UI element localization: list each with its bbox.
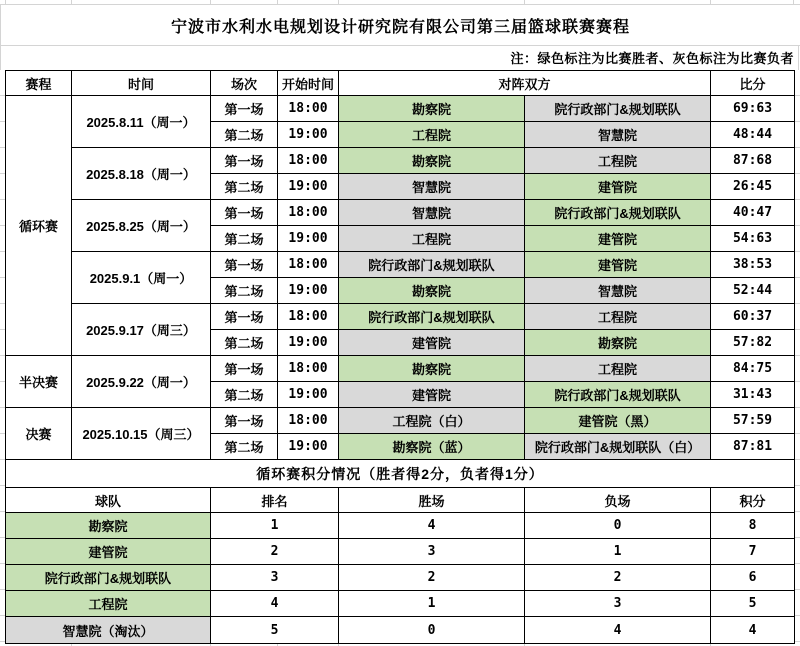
- page-title: 宁波市水利水电规划设计研究院有限公司第三届篮球联赛赛程: [0, 4, 800, 46]
- session-cell: 第一场: [211, 252, 278, 278]
- session-cell: 第二场: [211, 382, 278, 408]
- team2-cell: 智慧院: [525, 122, 711, 148]
- header-stage: 赛程: [6, 71, 72, 96]
- team2-cell: 智慧院: [525, 278, 711, 304]
- session-cell: 第一场: [211, 148, 278, 174]
- stage-cell: 循环赛: [6, 96, 72, 356]
- team-cell: 建管院: [6, 539, 211, 565]
- rank-cell: 5: [211, 617, 339, 644]
- team1-cell: 勘察院（蓝）: [339, 434, 525, 460]
- start-time-cell: 18:00: [278, 148, 339, 174]
- score-cell: 31:43: [711, 382, 795, 408]
- team1-cell: 院行政部门&规划联队: [339, 304, 525, 330]
- wins-cell: 3: [339, 539, 525, 565]
- points-cell: 5: [711, 591, 795, 617]
- start-time-cell: 18:00: [278, 252, 339, 278]
- game-row: [6, 408, 795, 434]
- game-row: [6, 148, 795, 174]
- wins-cell: 2: [339, 565, 525, 591]
- team2-cell: 建管院: [525, 252, 711, 278]
- team-cell: 智慧院（淘汰）: [6, 617, 211, 644]
- team2-cell: 院行政部门&规划联队（白）: [525, 434, 711, 460]
- start-time-cell: 19:00: [278, 122, 339, 148]
- points-cell: 4: [711, 617, 795, 644]
- game-row: [6, 304, 795, 330]
- score-cell: 87:81: [711, 434, 795, 460]
- date-cell: 2025.9.17（周三）: [72, 304, 211, 356]
- start-time-cell: 19:00: [278, 382, 339, 408]
- start-time-cell: 18:00: [278, 356, 339, 382]
- header-wins: 胜场: [339, 488, 525, 513]
- session-cell: 第二场: [211, 330, 278, 356]
- game-row: [6, 356, 795, 382]
- team2-cell: 工程院: [525, 356, 711, 382]
- game-row: [6, 252, 795, 278]
- standings-row: [6, 539, 795, 565]
- score-cell: 38:53: [711, 252, 795, 278]
- team1-cell: 智慧院: [339, 174, 525, 200]
- team2-cell: 院行政部门&规划联队: [525, 382, 711, 408]
- header-date: 时间: [72, 71, 211, 96]
- stage-cell: 决赛: [6, 408, 72, 460]
- row-ticks-right: [795, 95, 800, 644]
- points-cell: 7: [711, 539, 795, 565]
- start-time-cell: 19:00: [278, 278, 339, 304]
- team1-cell: 智慧院: [339, 200, 525, 226]
- header-start-time: 开始时间: [278, 71, 339, 96]
- score-cell: 60:37: [711, 304, 795, 330]
- date-cell: 2025.9.1（周一）: [72, 252, 211, 304]
- session-cell: 第二场: [211, 226, 278, 252]
- team1-cell: 工程院: [339, 122, 525, 148]
- date-cell: 2025.8.25（周一）: [72, 200, 211, 252]
- standings-row: [6, 565, 795, 591]
- session-cell: 第一场: [211, 356, 278, 382]
- wins-cell: 0: [339, 617, 525, 644]
- standings-row: [6, 513, 795, 539]
- team2-cell: 勘察院: [525, 330, 711, 356]
- score-cell: 69:63: [711, 96, 795, 122]
- losses-cell: 4: [525, 617, 711, 644]
- score-cell: 54:63: [711, 226, 795, 252]
- session-cell: 第二场: [211, 174, 278, 200]
- start-time-cell: 18:00: [278, 200, 339, 226]
- start-time-cell: 19:00: [278, 226, 339, 252]
- score-cell: 40:47: [711, 200, 795, 226]
- team-cell: 工程院: [6, 591, 211, 617]
- header-points: 积分: [711, 488, 795, 513]
- standings-title-row: [6, 460, 795, 488]
- date-cell: 2025.10.15（周三）: [72, 408, 211, 460]
- team2-cell: 工程院: [525, 148, 711, 174]
- header-rank: 排名: [211, 488, 339, 513]
- date-cell: 2025.9.22（周一）: [72, 356, 211, 408]
- session-cell: 第一场: [211, 96, 278, 122]
- schedule-header-row: [6, 71, 795, 96]
- date-cell: 2025.8.11（周一）: [72, 96, 211, 148]
- start-time-cell: 19:00: [278, 174, 339, 200]
- losses-cell: 2: [525, 565, 711, 591]
- points-cell: 8: [711, 513, 795, 539]
- header-score: 比分: [711, 71, 795, 96]
- start-time-cell: 18:00: [278, 408, 339, 434]
- team1-cell: 工程院: [339, 226, 525, 252]
- score-cell: 48:44: [711, 122, 795, 148]
- standings-row: [6, 591, 795, 617]
- session-cell: 第一场: [211, 408, 278, 434]
- start-time-cell: 18:00: [278, 304, 339, 330]
- team1-cell: 建管院: [339, 382, 525, 408]
- score-cell: 57:82: [711, 330, 795, 356]
- team2-cell: 建管院: [525, 226, 711, 252]
- team2-cell: 建管院: [525, 174, 711, 200]
- wins-cell: 1: [339, 591, 525, 617]
- rank-cell: 4: [211, 591, 339, 617]
- start-time-cell: 18:00: [278, 96, 339, 122]
- stage-cell: 半决赛: [6, 356, 72, 408]
- start-time-cell: 19:00: [278, 330, 339, 356]
- rank-cell: 2: [211, 539, 339, 565]
- game-row: [6, 200, 795, 226]
- header-session: 场次: [211, 71, 278, 96]
- team1-cell: 勘察院: [339, 96, 525, 122]
- team1-cell: 勘察院: [339, 148, 525, 174]
- team1-cell: 勘察院: [339, 278, 525, 304]
- standings-header-row: [6, 488, 795, 513]
- rank-cell: 1: [211, 513, 339, 539]
- points-cell: 6: [711, 565, 795, 591]
- score-cell: 26:45: [711, 174, 795, 200]
- session-cell: 第二场: [211, 122, 278, 148]
- rank-cell: 3: [211, 565, 339, 591]
- header-losses: 负场: [525, 488, 711, 513]
- score-cell: 52:44: [711, 278, 795, 304]
- standings-title: 循环赛积分情况（胜者得2分，负者得1分）: [6, 460, 795, 488]
- score-cell: 87:68: [711, 148, 795, 174]
- team1-cell: 建管院: [339, 330, 525, 356]
- schedule-table: [5, 70, 795, 644]
- date-cell: 2025.8.18（周一）: [72, 148, 211, 200]
- team1-cell: 工程院（白）: [339, 408, 525, 434]
- header-team: 球队: [6, 488, 211, 513]
- wins-cell: 4: [339, 513, 525, 539]
- session-cell: 第二场: [211, 278, 278, 304]
- team1-cell: 勘察院: [339, 356, 525, 382]
- team2-cell: 院行政部门&规划联队: [525, 200, 711, 226]
- team2-cell: 工程院: [525, 304, 711, 330]
- losses-cell: 3: [525, 591, 711, 617]
- legend-note: 注：绿色标注为比赛胜者、灰色标注为比赛负者: [0, 45, 799, 70]
- team1-cell: 院行政部门&规划联队: [339, 252, 525, 278]
- team2-cell: 院行政部门&规划联队: [525, 96, 711, 122]
- score-cell: 57:59: [711, 408, 795, 434]
- game-row: [6, 96, 795, 122]
- session-cell: 第二场: [211, 434, 278, 460]
- start-time-cell: 19:00: [278, 434, 339, 460]
- losses-cell: 1: [525, 539, 711, 565]
- session-cell: 第一场: [211, 200, 278, 226]
- standings-row: [6, 617, 795, 644]
- losses-cell: 0: [525, 513, 711, 539]
- team2-cell: 建管院（黑）: [525, 408, 711, 434]
- header-matchup: 对阵双方: [339, 71, 711, 96]
- team-cell: 院行政部门&规划联队: [6, 565, 211, 591]
- team-cell: 勘察院: [6, 513, 211, 539]
- score-cell: 84:75: [711, 356, 795, 382]
- session-cell: 第一场: [211, 304, 278, 330]
